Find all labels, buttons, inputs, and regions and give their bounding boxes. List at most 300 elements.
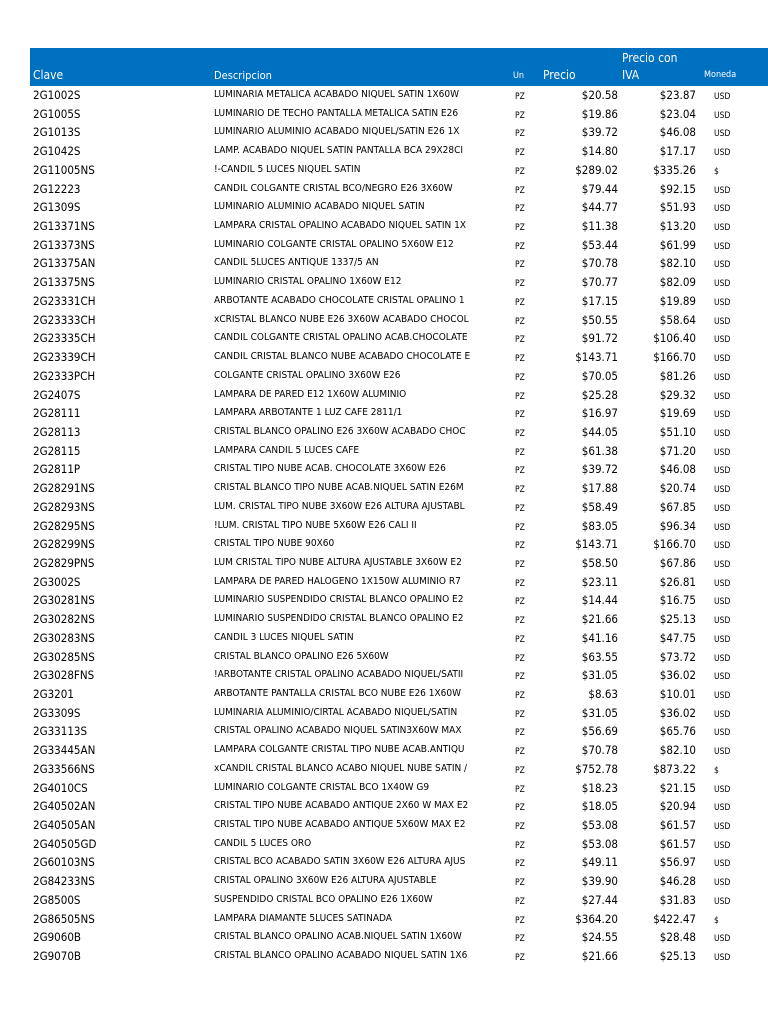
cell-descripcion: xCANDIL CRISTAL BLANCO ACABO NIQUEL NUBE SATIN / [214,762,468,774]
cell-descripcion: COLGANTE CRISTAL OPALINO 3X60W E26 [214,369,401,381]
cell-precio: $39.90 [581,874,618,889]
cell-moneda: USD [714,653,731,664]
cell-clave: 2G1309S [33,200,81,215]
cell-un: PZ [515,129,525,140]
cell-descripcion: !-CANDIL 5 LUCES NIQUEL SATIN [214,163,361,175]
cell-precio-iva: $46.08 [659,462,696,477]
cell-precio: $39.72 [581,462,618,477]
header-precio-iva-line2: IVA [622,68,640,82]
cell-precio-iva: $26.81 [659,574,696,589]
table-body [30,86,768,966]
cell-moneda: USD [714,522,731,533]
cell-descripcion: CANDIL 5 LUCES ORO [214,837,312,849]
cell-precio: $53.44 [581,237,618,252]
cell-precio-iva: $25.13 [659,612,696,627]
cell-descripcion: !LUM. CRISTAL TIPO NUBE 5X60W E26 CALI II [214,519,417,531]
cell-precio-iva: $65.76 [659,724,696,739]
cell-precio-iva: $28.48 [659,930,696,945]
cell-precio: $16.97 [581,406,618,421]
cell-precio: $24.55 [581,930,618,945]
table-header [30,48,768,86]
cell-clave: 2G9070B [33,949,82,964]
cell-clave: 2G23333CH [33,312,96,327]
cell-moneda: USD [714,672,731,683]
cell-moneda: USD [714,747,731,758]
cell-precio: $23.11 [581,574,618,589]
header-un: Un [513,71,525,81]
cell-un: PZ [515,185,525,196]
table-row [30,891,768,910]
cell-descripcion: CANDIL COLGANTE CRISTAL OPALINO ACAB.CHOCOLATE [214,332,468,344]
cell-moneda: USD [714,223,731,234]
cell-un: PZ [515,223,525,234]
cell-descripcion: CANDIL COLGANTE CRISTAL BCO/NEGRO E26 3X60W [214,182,453,194]
cell-precio: $143.71 [575,350,618,365]
cell-moneda: USD [714,335,731,346]
cell-clave: 2G1042S [33,144,81,159]
cell-moneda: USD [714,896,731,907]
cell-moneda: USD [714,241,731,252]
table-row [30,460,768,479]
cell-moneda: USD [714,466,731,477]
cell-precio: $49.11 [581,855,618,870]
header-clave: Clave [33,68,64,82]
cell-descripcion: LUMINARIO CRISTAL OPALINO 1X60W E12 [214,276,402,288]
cell-precio-iva: $31.83 [659,892,696,907]
table-row [30,816,768,835]
cell-clave: 2G28293NS [33,499,95,514]
price-list-table [30,48,768,966]
cell-precio-iva: $166.70 [653,350,696,365]
cell-clave: 2G40505AN [33,818,96,833]
cell-moneda: USD [714,728,731,739]
cell-precio: $53.08 [581,836,618,851]
cell-clave: 2G12223 [33,181,81,196]
cell-precio-iva: $58.64 [659,312,696,327]
cell-precio: $364.20 [575,911,618,926]
cell-moneda: USD [714,148,731,159]
cell-un: PZ [515,578,525,589]
cell-un: PZ [515,859,525,870]
cell-descripcion: LUMINARIO DE TECHO PANTALLA METALICA SATIN E26 [214,107,459,119]
cell-precio-iva: $19.69 [659,406,696,421]
cell-descripcion: CRISTAL TIPO NUBE ACAB. CHOCOLATE 3X60W E26 [214,463,446,475]
cell-moneda: USD [714,428,731,439]
cell-un: PZ [515,747,525,758]
table-row [30,161,768,180]
cell-clave: 2G23335CH [33,331,96,346]
cell-clave: 2G23339CH [33,350,96,365]
table-row [30,872,768,891]
cell-clave: 2G84233NS [33,874,95,889]
table-row [30,704,768,723]
cell-descripcion: CRISTAL BLANCO OPALINO ACAB.NIQUEL SATIN 1X60W [214,931,462,943]
cell-moneda: $ [714,765,719,776]
cell-un: PZ [515,541,525,552]
table-row [30,722,768,741]
cell-precio: $44.77 [581,200,618,215]
cell-precio: $17.88 [581,481,618,496]
table-row [30,498,768,517]
cell-un: PZ [515,616,525,627]
cell-descripcion: CRISTAL BLANCO OPALINO ACABADO NIQUEL SATIN 1X6 [214,950,468,962]
cell-precio: $19.86 [581,106,618,121]
cell-precio: $70.77 [581,275,618,290]
cell-clave: 2G33113S [33,724,88,739]
cell-clave: 2G3028FNS [33,668,95,683]
table-row [30,610,768,629]
cell-moneda: USD [714,410,731,421]
cell-un: PZ [515,297,525,308]
cell-precio: $58.50 [581,555,618,570]
cell-clave: 2G28113 [33,424,81,439]
table-row [30,254,768,273]
table-row [30,835,768,854]
cell-moneda: USD [714,110,731,121]
cell-un: PZ [515,391,525,402]
cell-un: PZ [515,878,525,889]
cell-moneda: USD [714,485,731,496]
cell-moneda: USD [714,840,731,851]
table-row [30,797,768,816]
cell-precio-iva: $19.89 [659,293,696,308]
cell-precio-iva: $10.01 [659,687,696,701]
cell-precio: $50.55 [581,312,618,327]
cell-un: PZ [515,92,525,102]
cell-clave: 2G13371NS [33,219,95,234]
cell-precio-iva: $67.86 [659,555,696,570]
cell-descripcion: LUMINARIO SUSPENDIDO CRISTAL BLANCO OPALINO E2 [214,613,464,625]
cell-un: PZ [515,822,525,833]
header-descripcion: Descripcion [214,69,272,82]
cell-clave: 2G3201 [33,687,74,701]
cell-clave: 2G13375NS [33,275,95,290]
cell-descripcion: LAMPARA ARBOTANTE 1 LUZ CAFE 2811/1 [214,407,403,419]
cell-moneda: USD [714,878,731,889]
cell-precio-iva: $873.22 [653,761,696,776]
cell-descripcion: CRISTAL BCO ACABADO SATIN 3X60W E26 ALTURA AJUS [214,856,466,868]
cell-clave: 2G13373NS [33,237,95,252]
cell-precio-iva: $29.32 [659,387,696,402]
table-row [30,779,768,798]
table-row [30,198,768,217]
table-row [30,217,768,236]
cell-moneda: USD [714,316,731,327]
cell-un: PZ [515,840,525,851]
cell-clave: 2G86505NS [33,911,95,926]
cell-un: PZ [515,896,525,907]
cell-precio: $79.44 [581,181,618,196]
cell-precio-iva: $61.99 [659,237,696,252]
cell-descripcion: CANDIL 5LUCES ANTIQUE 1337/5 AN [214,257,379,269]
table-row [30,629,768,648]
cell-precio: $21.66 [581,949,618,964]
cell-un: PZ [515,934,525,945]
cell-moneda: USD [714,92,731,102]
cell-clave: 2G9060B [33,930,82,945]
cell-moneda: USD [714,597,731,608]
table-row [30,479,768,498]
table-row [30,685,768,704]
cell-precio: $44.05 [581,424,618,439]
table-row [30,329,768,348]
cell-clave: 2G40502AN [33,799,96,814]
cell-precio-iva: $96.34 [659,518,696,533]
cell-precio-iva: $61.57 [659,818,696,833]
cell-un: PZ [515,110,525,121]
cell-precio: $143.71 [575,537,618,552]
cell-moneda: USD [714,391,731,402]
cell-precio-iva: $25.13 [659,949,696,964]
cell-moneda: USD [714,297,731,308]
cell-moneda: $ [714,915,719,926]
cell-precio: $63.55 [581,649,618,664]
table-row [30,760,768,779]
cell-precio: $21.66 [581,612,618,627]
cell-precio-iva: $21.15 [659,780,696,795]
cell-precio-iva: $51.93 [659,200,696,215]
cell-precio: $70.78 [581,256,618,271]
table-row [30,123,768,142]
cell-clave: 2G28111 [33,406,81,421]
cell-precio: $18.23 [581,780,618,795]
cell-un: PZ [515,335,525,346]
table-row [30,292,768,311]
cell-moneda: USD [714,503,731,514]
cell-un: PZ [515,148,525,159]
cell-precio: $11.38 [581,219,618,234]
cell-clave: 2G60103NS [33,855,95,870]
cell-un: PZ [515,466,525,477]
cell-un: PZ [515,597,525,608]
table-row [30,180,768,199]
cell-un: PZ [515,204,525,215]
cell-precio-iva: $23.04 [659,106,696,121]
cell-moneda: USD [714,559,731,570]
cell-moneda: USD [714,204,731,215]
cell-precio-iva: $47.75 [659,630,696,645]
cell-precio: $25.28 [581,387,618,402]
cell-precio-iva: $335.26 [653,162,696,177]
cell-clave: 2G1005S [33,106,81,121]
cell-un: PZ [515,784,525,795]
cell-clave: 2G4010CS [33,780,88,795]
cell-un: PZ [515,728,525,739]
table-row [30,236,768,255]
cell-clave: 2G40505GD [33,836,97,851]
table-row [30,142,768,161]
cell-precio-iva: $36.02 [659,668,696,683]
header-precio-iva-line1: Precio con [622,51,678,65]
cell-descripcion: CRISTAL BLANCO OPALINO E26 5X60W [214,650,389,662]
cell-precio: $70.05 [581,368,618,383]
table-row [30,554,768,573]
cell-clave: 2G2407S [33,387,81,402]
table-row [30,86,768,105]
cell-descripcion: LAMPARA DE PARED HALOGENO 1X150W ALUMINIO R7 [214,575,461,587]
cell-moneda: USD [714,260,731,271]
cell-descripcion: LAMP. ACABADO NIQUEL SATIN PANTALLA BCA 29X28CI [214,145,464,157]
table-row [30,928,768,947]
cell-precio-iva: $17.17 [659,144,696,159]
cell-descripcion: LUMINARIA METALICA ACABADO NIQUEL SATIN 1X60W [214,89,460,100]
cell-moneda: USD [714,934,731,945]
cell-un: PZ [515,166,525,177]
cell-precio-iva: $106.40 [653,331,696,346]
cell-un: PZ [515,765,525,776]
cell-un: PZ [515,428,525,439]
cell-precio: $20.58 [581,88,618,102]
cell-moneda: USD [714,447,731,458]
cell-clave: 2G30281NS [33,593,95,608]
cell-clave: 2G2829PNS [33,555,95,570]
cell-precio: $752.78 [575,761,618,776]
cell-un: PZ [515,672,525,683]
cell-moneda: USD [714,691,731,701]
cell-precio-iva: $13.20 [659,219,696,234]
cell-un: PZ [515,559,525,570]
cell-un: PZ [515,709,525,720]
cell-precio-iva: $73.72 [659,649,696,664]
cell-clave: 2G30285NS [33,649,95,664]
cell-precio-iva: $82.10 [659,743,696,758]
cell-moneda: USD [714,372,731,383]
table-row [30,910,768,929]
cell-precio: $31.05 [581,668,618,683]
cell-descripcion: CRISTAL BLANCO TIPO NUBE ACAB.NIQUEL SATIN E26M [214,482,464,494]
cell-un: PZ [515,522,525,533]
cell-moneda: USD [714,354,731,365]
cell-precio-iva: $166.70 [653,537,696,552]
cell-moneda: USD [714,185,731,196]
cell-precio: $58.49 [581,499,618,514]
cell-un: PZ [515,634,525,645]
table-row [30,423,768,442]
cell-precio: $31.05 [581,705,618,720]
cell-descripcion: LUMINARIO ALUMINIO ACABADO NIQUEL SATIN [214,201,425,213]
cell-moneda: $ [714,166,719,177]
cell-clave: 2G2333PCH [33,368,96,383]
cell-descripcion: ARBOTANTE PANTALLA CRISTAL BCO NUBE E26 1X60W [214,688,461,699]
cell-precio-iva: $82.09 [659,275,696,290]
cell-clave: 2G33566NS [33,761,95,776]
cell-precio-iva: $46.28 [659,874,696,889]
cell-precio: $83.05 [581,518,618,533]
cell-precio: $289.02 [575,162,618,177]
cell-un: PZ [515,653,525,664]
cell-un: PZ [515,503,525,514]
cell-moneda: USD [714,616,731,627]
table-row [30,311,768,330]
cell-clave: 2G28291NS [33,481,95,496]
header-precio: Precio [543,68,576,82]
cell-un: PZ [515,447,525,458]
cell-moneda: USD [714,803,731,814]
cell-precio-iva: $46.08 [659,125,696,140]
cell-moneda: USD [714,634,731,645]
table-row [30,404,768,423]
cell-precio: $8.63 [588,687,618,701]
cell-clave: 2G30282NS [33,612,95,627]
cell-un: PZ [515,915,525,926]
cell-precio-iva: $92.15 [659,181,696,196]
cell-clave: 2G13375AN [33,256,96,271]
cell-descripcion: LUMINARIA ALUMINIO/CIRTAL ACABADO NIQUEL/SATIN [214,706,458,718]
table-row [30,273,768,292]
cell-clave: 2G23331CH [33,293,96,308]
cell-un: PZ [515,410,525,421]
table-row [30,367,768,386]
table-row [30,573,768,592]
cell-moneda: USD [714,129,731,140]
cell-precio-iva: $56.97 [659,855,696,870]
cell-clave: 2G2811P [33,462,81,477]
cell-descripcion: CRISTAL TIPO NUBE ACABADO ANTIQUE 2X60 W MAX E2 [214,800,469,812]
cell-moneda: USD [714,709,731,720]
cell-precio-iva: $82.10 [659,256,696,271]
cell-precio-iva: $16.75 [659,593,696,608]
cell-precio: $53.08 [581,818,618,833]
cell-precio: $39.72 [581,125,618,140]
cell-precio: $91.72 [581,331,618,346]
cell-clave: 2G8500S [33,892,81,907]
cell-precio-iva: $36.02 [659,705,696,720]
cell-descripcion: LAMPARA CANDIL 5 LUCES CAFE [214,444,360,456]
cell-clave: 2G1013S [33,125,81,140]
cell-moneda: USD [714,279,731,290]
cell-moneda: USD [714,784,731,795]
table-row [30,591,768,610]
cell-precio: $70.78 [581,743,618,758]
cell-un: PZ [515,279,525,290]
table-row [30,386,768,405]
cell-descripcion: LUMINARIO COLGANTE CRISTAL OPALINO 5X60W E12 [214,238,454,250]
cell-un: PZ [515,260,525,271]
table-row [30,853,768,872]
cell-moneda: USD [714,953,731,964]
cell-descripcion: LAMPARA DIAMANTE 5LUCES SATINADA [214,912,392,924]
cell-precio-iva: $20.74 [659,481,696,496]
table-row [30,517,768,536]
cell-descripcion: LAMPARA COLGANTE CRISTAL TIPO NUBE ACAB.ANTIQU [214,744,465,756]
cell-un: PZ [515,316,525,327]
cell-descripcion: LAMPARA DE PARED E12 1X60W ALUMINIO [214,388,407,400]
cell-moneda: USD [714,859,731,870]
header-moneda: Moneda [704,70,737,80]
cell-descripcion: CRISTAL TIPO NUBE ACABADO ANTIQUE 5X60W MAX E2 [214,819,466,831]
cell-precio: $17.15 [581,293,618,308]
cell-un: PZ [515,372,525,383]
table-row [30,535,768,554]
cell-precio: $18.05 [581,799,618,814]
table-row [30,105,768,124]
cell-precio-iva: $20.94 [659,799,696,814]
cell-precio-iva: $67.85 [659,499,696,514]
cell-clave: 2G28295NS [33,518,95,533]
cell-moneda: USD [714,541,731,552]
cell-un: PZ [515,241,525,252]
cell-precio: $61.38 [581,443,618,458]
cell-precio: $56.69 [581,724,618,739]
cell-un: PZ [515,691,525,701]
cell-descripcion: CANDIL 3 LUCES NIQUEL SATIN [214,631,354,643]
cell-descripcion: LUMINARIO COLGANTE CRISTAL BCO 1X40W G9 [214,781,430,793]
cell-precio: $14.80 [581,144,618,159]
cell-descripcion: CRISTAL OPALINO 3X60W E26 ALTURA AJUSTABLE [214,875,437,887]
cell-un: PZ [515,354,525,365]
cell-precio-iva: $61.57 [659,836,696,851]
cell-descripcion: LUMINARIO SUSPENDIDO CRISTAL BLANCO OPALINO E2 [214,594,464,606]
